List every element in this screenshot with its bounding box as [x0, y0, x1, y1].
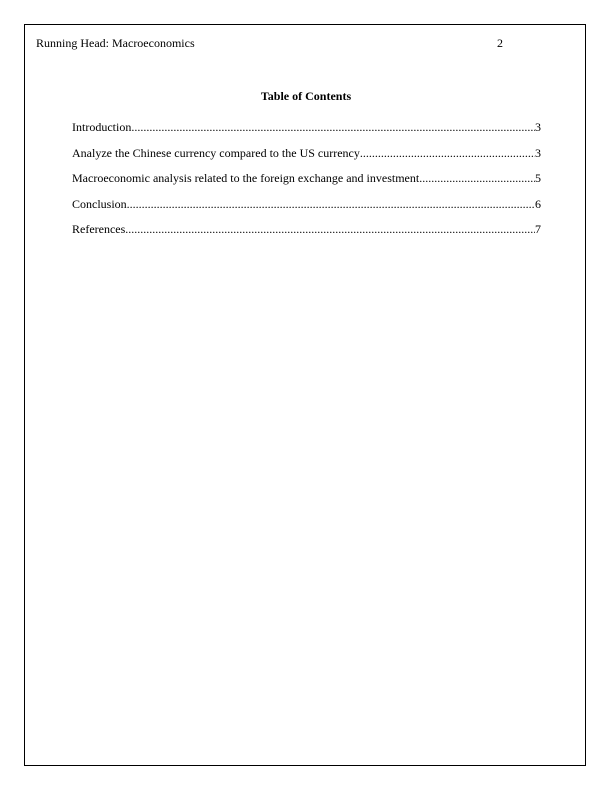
toc-entry-currency-analysis[interactable]: [72, 146, 541, 160]
toc-title: Table of Contents: [260, 89, 352, 103]
toc-dot-leader: [360, 146, 535, 160]
toc-dot-leader: [131, 120, 535, 134]
page-number: 2: [497, 36, 503, 50]
toc-entry-text: Macroeconomic analysis related to the foreign exchange and investment: [72, 171, 420, 186]
toc-dot-leader: [419, 171, 535, 185]
toc-entry-page: 7: [535, 222, 541, 237]
toc-entry-introduction[interactable]: [72, 120, 541, 134]
running-head: Running Head: Macroeconomics: [36, 36, 195, 50]
toc-list: [72, 120, 541, 248]
toc-entry-text: References: [72, 222, 126, 237]
toc-entry-text: Introduction: [72, 120, 132, 134]
toc-dot-leader: [125, 222, 535, 236]
toc-entry-page: 3: [535, 145, 541, 160]
toc-dot-leader: [127, 197, 535, 211]
toc-entry-page: 5: [535, 171, 541, 186]
toc-entry-references[interactable]: [72, 222, 541, 236]
toc-entry-page: 6: [535, 196, 541, 211]
toc-entry-text: Conclusion: [72, 196, 127, 211]
toc-entry-conclusion[interactable]: [72, 197, 541, 211]
toc-entry-text: Analyze the Chinese currency compared to the US currency: [72, 145, 360, 160]
toc-entry-macroeconomic-analysis[interactable]: [72, 171, 541, 185]
toc-entry-page: 3: [535, 120, 541, 134]
